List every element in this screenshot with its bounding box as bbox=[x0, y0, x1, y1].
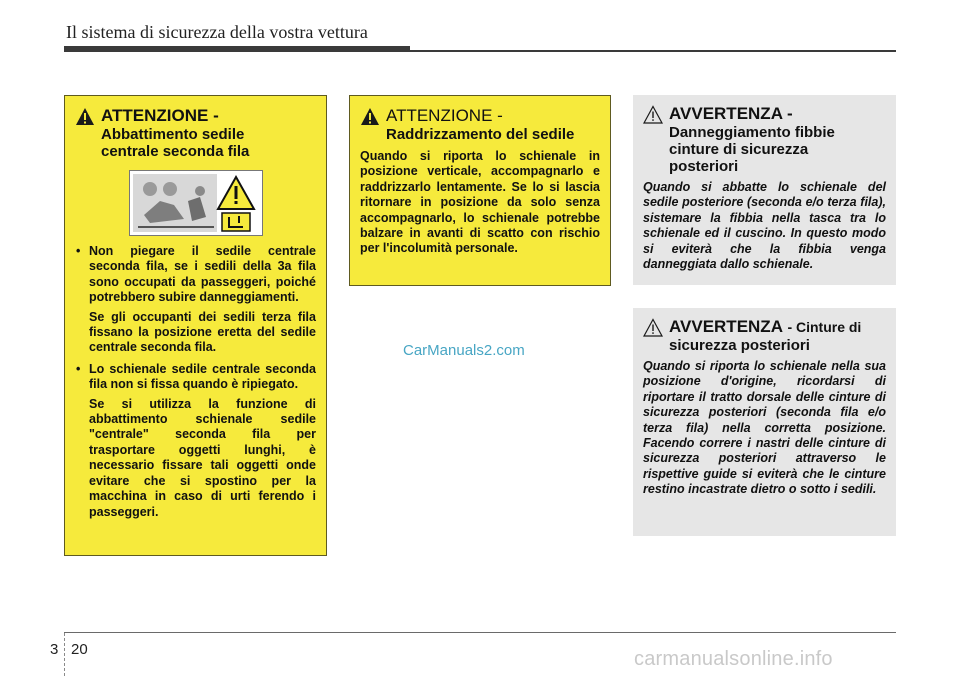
caution-bullet-1-para2: Se gli occupanti dei sedili terza fila fissano la posizione eretta del sedile centrale seconda fila. bbox=[89, 309, 316, 355]
footer-rule bbox=[64, 632, 896, 633]
page-number: 20 bbox=[71, 641, 88, 658]
seat-warning-illustration bbox=[129, 170, 263, 236]
footer-divider bbox=[64, 633, 66, 676]
header-rule-thick bbox=[64, 46, 410, 52]
caution-label: ATTENZIONE - bbox=[386, 106, 503, 125]
warning-triangle-icon bbox=[360, 107, 386, 127]
header-rule-thin bbox=[410, 50, 896, 52]
notice-subhead-line1: Danneggiamento fibbie bbox=[669, 124, 835, 141]
notice-subhead-line3: posteriori bbox=[669, 158, 739, 175]
notice-subhead-inline: - Cinture di bbox=[787, 319, 862, 335]
source-watermark: carmanualsonline.info bbox=[634, 648, 833, 670]
caution-subhead: Raddrizzamento del sedile bbox=[386, 126, 575, 143]
caution-box-seat-raising bbox=[349, 95, 611, 286]
caution-bullet-2-para2: Se si utilizza la funzione di abbattimento schienale sedile "centrale" seconda fila per trasportare oggetti lunghi, è necessario fissare tali oggetti onde evitare che si spostino per la macchina in caso di urti ferendo i passeggeri. bbox=[89, 396, 316, 519]
caution-bullet-1-text: Non piegare il sedile centrale seconda fila, se i sedili della 3a fila sono occupati da passeggeri, poiché potrebbero subire danneggiamenti. bbox=[89, 244, 316, 305]
notice-label: AVVERTENZA bbox=[669, 317, 783, 336]
caution-bullet-2-text: Lo schienale sedile centrale seconda fila non si fissa quando è ripiegato. bbox=[89, 361, 316, 392]
caution-subhead-line2: centrale seconda fila bbox=[101, 143, 250, 160]
notice-subhead-line2: sicurezza posteriori bbox=[669, 337, 810, 354]
notice-body: Quando si riporta lo schienale nella sua posizione d'origine, ricordarsi di riportare il tratto dorsale delle cinture di sicurezza posteriori (seconda fila e/o terza fila) nella corretta posizione. Facendo correre i nastri delle cinture di sicurezza posteriori attraverso le rispettive guide si eviterà che le cinture restino incastrate dietro o sotto i sedili. bbox=[643, 359, 886, 497]
caution-label: ATTENZIONE - bbox=[101, 106, 219, 125]
page-header-title: Il sistema di sicurezza della vostra vettura bbox=[66, 22, 368, 42]
notice-box-rear-belts bbox=[633, 308, 896, 536]
warning-triangle-outline-icon bbox=[643, 318, 669, 338]
caution-box-seat-folding bbox=[64, 95, 327, 556]
caution-bullet-2 bbox=[75, 362, 316, 520]
caution-bullet-1 bbox=[75, 244, 316, 356]
notice-body: Quando si abbatte lo schienale del sedile posteriore (seconda e/o terza fila), sistemare la fibbia nella tasca tra lo schienale ed il cuscino. In questo modo si eviterà che la fibbia venga danneggiata dallo schienale. bbox=[643, 180, 886, 272]
notice-box-buckle-damage bbox=[633, 95, 896, 285]
caution-body: Quando si riporta lo schienale in posizione verticale, accompagnarlo e raddrizzarlo lentamente. Se lo si lascia ritornare in posizione da solo senza accompagnarlo, lo schienale potrebbe balzare in avanti di scatto con rischio per l'incolumità personale. bbox=[360, 149, 600, 256]
site-watermark: CarManuals2.com bbox=[403, 342, 525, 359]
chapter-number: 3 bbox=[50, 641, 59, 658]
notice-label: AVVERTENZA - bbox=[669, 104, 793, 123]
caution-subhead-line1: Abbattimento sedile bbox=[101, 126, 245, 143]
warning-triangle-icon bbox=[75, 107, 101, 127]
warning-triangle-outline-icon bbox=[643, 105, 669, 125]
notice-subhead-line2: cinture di sicurezza bbox=[669, 141, 809, 158]
